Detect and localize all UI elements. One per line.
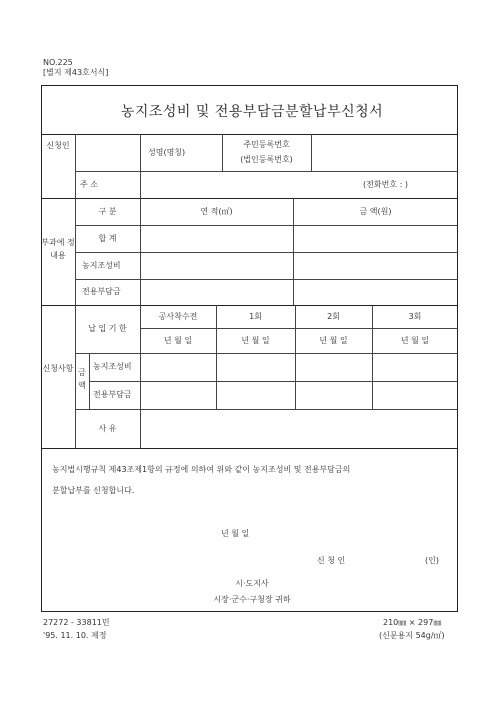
recipient-line-2: 시장·군수·구청장 귀하 [213,595,291,604]
paper-size: 210㎜ × 297㎜ [383,618,442,627]
divider [41,448,458,449]
divider [89,381,458,382]
divider [41,134,458,135]
divider [41,305,458,306]
date-start: 년 월 일 [163,336,193,345]
recipient-line-1: 시·도지사 [235,579,269,588]
form-title: 농지조성비 및 전용부담금분할납부신청서 [120,104,384,120]
amount-header: 금 액(원) [359,207,392,216]
address-label: 주 소 [80,180,98,189]
phone-label: (전화번호 : ) [363,180,408,189]
form-reference: [별지 제43호서식] [43,68,109,77]
divider [75,225,458,226]
date-1: 년 월 일 [241,336,270,345]
col-3: 3회 [408,312,422,321]
farmland-row-label: 농지조성비 [82,261,121,270]
request-section-label: 신청사항 [42,364,74,373]
date-2: 년 월 일 [319,336,348,345]
footer-code: 27272 - 33811민 [43,618,110,627]
reason-label: 사 유 [98,424,117,433]
id-label-2: (법인등록번호) [240,155,293,164]
statement-line-2: 분할납부를 신청합니다. [52,486,135,495]
applicant-section-label: 신청인 [46,141,70,150]
statement-line-1: 농지법시행규칙 제43조제1항의 규정에 의하여 위와 같이 농지조성비 및 전용부담금의 [52,465,351,474]
applicant-signature-label: 신 청 인 [317,556,346,565]
form-frame [41,85,458,612]
col-start: 공사착수전 [158,312,198,321]
divider [75,134,76,448]
col-1: 1회 [249,312,262,321]
category-header: 구 분 [98,207,117,216]
request-farmland-label: 농지조성비 [93,362,132,371]
divider [75,279,458,280]
area-header: 연 적(㎡) [200,207,233,216]
divider [140,134,141,448]
form-number: NO.225 [43,58,73,67]
name-label: 성명(명칭) [148,148,186,157]
divider [311,134,312,171]
divider [75,353,458,354]
seal-label: (인) [425,556,439,565]
paper-type: (신문용지 54g/㎡) [379,631,445,640]
amount-label: 금 액 [78,368,86,390]
date-3: 년 월 일 [400,336,430,345]
id-label-1: 주민등록번호 [243,140,290,149]
divider [41,198,458,199]
obligation-section-label: 부과에 정내용 [41,238,75,260]
statement-date: 년 월 일 [221,529,250,538]
divider [140,328,458,329]
footer-enacted: '95. 11. 10. 제정 [43,631,107,640]
divider [75,252,458,253]
divider [75,171,458,172]
total-row-label: 합 계 [98,234,117,243]
divider [222,134,223,171]
request-conversion-label: 전용부담금 [93,390,132,399]
divider [89,353,90,409]
conversion-row-label: 전용부담금 [82,287,121,296]
col-2: 2회 [327,312,340,321]
divider [75,409,458,410]
due-label: 납 입 기 한 [88,324,127,333]
